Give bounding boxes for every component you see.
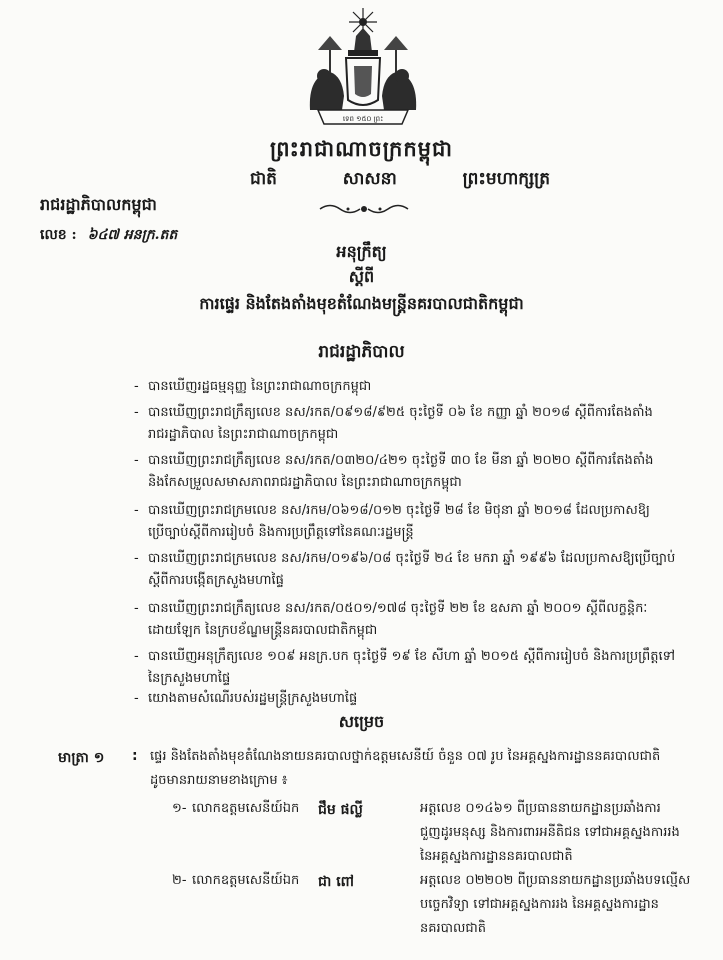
recital-bullet: - bbox=[134, 601, 139, 616]
ornament-divider-icon bbox=[318, 200, 410, 218]
recital-line: ដោយឡែក នៃក្របខ័ណ្ឌមន្ត្រីនគរបាលជាតិកម្ពុជា bbox=[148, 623, 378, 638]
reference-value: ៦៤៧ អនក្រ.តត bbox=[87, 227, 178, 243]
appointee-desc-line: នគរបាលជាតិ bbox=[420, 921, 487, 936]
appointee-desc-line: នៃអគ្គស្នងការដ្ឋាននគរបាលជាតិ bbox=[420, 849, 573, 864]
appointee-rank: លោកឧត្តមសេនីយ៍ឯក bbox=[192, 801, 300, 816]
article-text-line: ដូចមានរាយនាមខាងក្រោម ៖ bbox=[150, 773, 288, 788]
appointee-desc-line: អត្តលេខ ០២២០២ ពីប្រធាននាយកដ្ឋានប្រឆាំងបទល្មើស bbox=[420, 873, 691, 888]
recital-bullet: - bbox=[134, 691, 139, 706]
appointee-name: ជា ពៅ bbox=[318, 874, 354, 890]
recital-line: បានឃើញព្រះរាជក្រមលេខ នស/រកម/០៦១៨/០១២ ចុះថ្ងៃទី ២៨ ខែ មិថុនា ឆ្នាំ ២០១៨ ដែលប្រកាសឱ្យ bbox=[148, 503, 650, 518]
recital-bullet: - bbox=[134, 649, 139, 664]
appointee-rank: លោកឧត្តមសេនីយ៍ឯក bbox=[192, 873, 300, 888]
emblem-ribbon-text: ទេព ១៥០ ព្រះ bbox=[342, 115, 384, 123]
recital-line: និងកែសម្រួលសមាសភាពរាជរដ្ឋាភិបាល នៃព្រះរាជាណាចក្រកម្ពុជា bbox=[148, 475, 462, 490]
article-colon: : bbox=[132, 748, 138, 764]
appointee-desc-line: ជួញដូរមនុស្ស និងការពារអនីតិជន ទៅជាអគ្គស្នងការរង bbox=[420, 825, 680, 840]
recital-line: បានឃើញរដ្ឋធម្មនុញ្ញ នៃព្រះរាជាណាចក្រកម្ពុជា bbox=[148, 379, 372, 394]
motto-king: ព្រះមហាក្សត្រ bbox=[462, 169, 550, 189]
appointee-name: ជឹម ផល្លី bbox=[318, 802, 363, 818]
recital-line: បានឃើញព្រះរាជក្រឹត្យលេខ នស/រកត/០៩១៨/៩២៥ ចុះថ្ងៃទី ០៦ ខែ កញ្ញា ឆ្នាំ ២០១៨ ស្តីពីការតែងតាំង bbox=[148, 405, 653, 420]
recital-line: ប្រើច្បាប់ស្តីពីការរៀបចំ និងការប្រព្រឹត្តទៅនៃគណៈរដ្ឋមន្ត្រី bbox=[148, 525, 414, 540]
document-about: ស្តីពី bbox=[348, 267, 375, 286]
motto-religion: សាសនា bbox=[342, 169, 397, 189]
appointee-number: ១- bbox=[172, 801, 187, 816]
recital-line: រាជរដ្ឋាភិបាល នៃព្រះរាជាណាចក្រកម្ពុជា bbox=[148, 427, 339, 442]
recital-bullet: - bbox=[134, 405, 139, 420]
recital-bullet: - bbox=[134, 379, 139, 394]
recital-line: ស្តីពីការបង្កើតក្រសួងមហាផ្ទៃ bbox=[148, 573, 284, 588]
recital-bullet: - bbox=[134, 551, 139, 566]
recital-line: បានឃើញព្រះរាជក្រឹត្យលេខ នស/រកត/០៣២០/៤២១ ចុះថ្ងៃទី ៣០ ខែ មីនា ឆ្នាំ ២០២០ ស្តីពីការតែងតាំង bbox=[148, 453, 654, 468]
document-type: អនុក្រឹត្យ bbox=[336, 242, 387, 261]
recital-line: បានឃើញអនុក្រឹត្យលេខ ១០៩ អនក្រ.បក ចុះថ្ងៃទី ១៩ ខែ សីហា ឆ្នាំ ២០១៥ ស្តីពីការរៀបចំ និងការប្រព្រឹត្តទៅ bbox=[148, 649, 675, 664]
royal-coat-of-arms-icon bbox=[298, 6, 428, 134]
recital-bullet: - bbox=[134, 503, 139, 518]
issuing-authority: រាជរដ្ឋាភិបាល bbox=[318, 342, 405, 362]
recital-bullet: - bbox=[134, 453, 139, 468]
kingdom-heading: ព្រះរាជាណាចក្រកម្ពុជា bbox=[269, 136, 453, 161]
recital-line: នៃក្រសួងមហាផ្ទៃ bbox=[148, 671, 231, 686]
document-subject: ការផ្ទេរ និងតែងតាំងមុខតំណែងមន្ត្រីនគរបាលជាតិកម្ពុជា bbox=[199, 294, 524, 313]
appointee-desc-line: អត្តលេខ ០១៤៦១ ពីប្រធាននាយកដ្ឋានប្រឆាំងការ bbox=[420, 801, 661, 816]
motto-nation: ជាតិ bbox=[250, 169, 277, 189]
national-motto bbox=[250, 168, 550, 193]
appointee-desc-line: បច្ចេកវិទ្យា ទៅជាអគ្គស្នងការរង នៃអគ្គស្នងការដ្ឋាន bbox=[420, 897, 659, 912]
issuing-government: រាជរដ្ឋាភិបាលកម្ពុជា bbox=[40, 195, 157, 214]
recital-line: យោងតាមសំណើរបស់រដ្ឋមន្ត្រីក្រសួងមហាផ្ទៃ bbox=[148, 691, 358, 706]
appointee-number: ២- bbox=[172, 873, 187, 888]
article-label: មាត្រា ១ bbox=[58, 750, 105, 766]
decision-heading: សម្រេច bbox=[338, 712, 385, 731]
recital-line: បានឃើញព្រះរាជក្រឹត្យលេខ នស/រកត/០៥០១/១៧៨ ចុះថ្ងៃទី ២២ ខែ ឧសភា ឆ្នាំ ២០០១ ស្តីពីលក្ខន្តិកៈ bbox=[148, 601, 648, 616]
reference-label: លេខ : bbox=[40, 227, 77, 243]
article-text-line: ផ្ទេរ និងតែងតាំងមុខតំណែងនាយនគរបាលថ្នាក់ឧត្តមសេនីយ៍ ចំនួន ០៧ រូប នៃអគ្គស្នងការដ្ឋាននគរបាលជាតិ bbox=[150, 749, 661, 764]
recital-line: បានឃើញព្រះរាជក្រមលេខ នស/រកម/០១៩៦/០៨ ចុះថ្ងៃទី ២៤ ខែ មករា ឆ្នាំ ១៩៩៦ ដែលប្រកាសឱ្យប្រើច្បាប់ bbox=[148, 551, 676, 566]
